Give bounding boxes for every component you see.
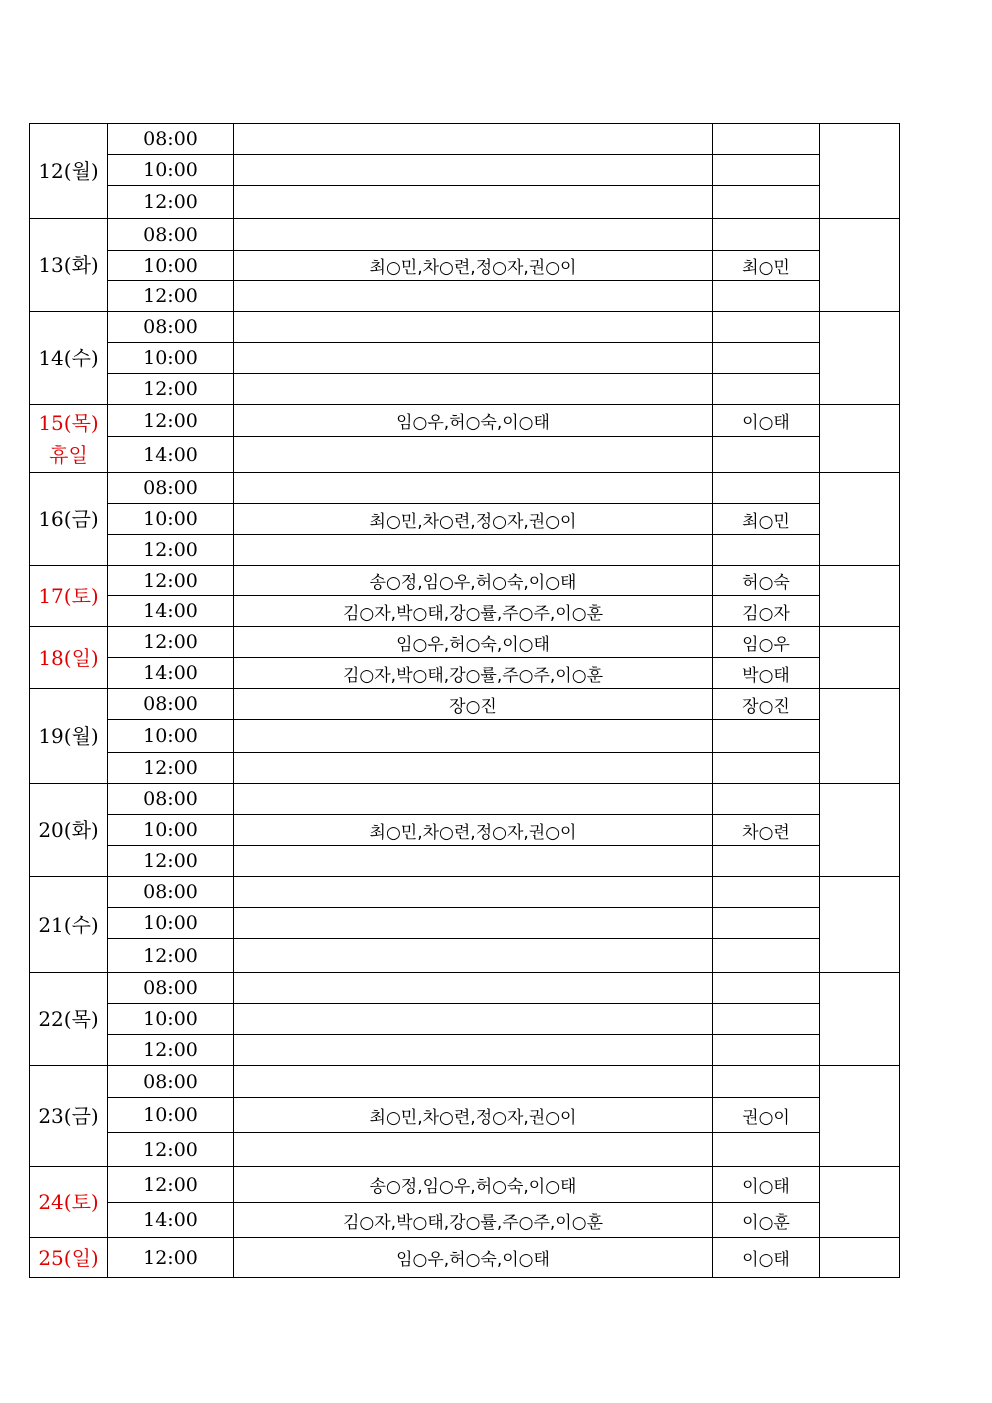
participants-cell: [234, 437, 713, 473]
time-cell: 10:00: [108, 504, 234, 535]
day-cell: [30, 973, 108, 1066]
leader-cell: [713, 312, 820, 343]
time-cell: 10:00: [108, 908, 234, 939]
participants-cell: [234, 124, 713, 155]
participants-cell: [234, 908, 713, 939]
leader-cell: [713, 973, 820, 1004]
leader-cell: 권○이: [713, 1098, 820, 1133]
leader-cell: [713, 155, 820, 186]
table-row: [30, 877, 900, 908]
time-cell: 14:00: [108, 437, 234, 473]
leader-cell: 차○련: [713, 815, 820, 846]
leader-cell: [713, 437, 820, 473]
participants-cell: 최○민,차○련,정○자,권○이: [234, 1098, 713, 1133]
table-row: [30, 1004, 900, 1035]
time-cell: 14:00: [108, 1203, 234, 1238]
table-row: [30, 343, 900, 374]
participants-cell: [234, 753, 713, 784]
table-row: [30, 473, 900, 504]
day-label: 12(월): [38, 159, 99, 183]
participants-cell: [234, 186, 713, 219]
participants-cell: [234, 219, 713, 251]
participants-cell: [234, 155, 713, 186]
time-cell: 12:00: [108, 753, 234, 784]
time-cell: 08:00: [108, 473, 234, 504]
leader-cell: [713, 1035, 820, 1066]
table-row: [30, 939, 900, 973]
table-row: [30, 374, 900, 405]
time-cell: 10:00: [108, 1004, 234, 1035]
time-cell: 08:00: [108, 1066, 234, 1098]
leader-cell: 임○우: [713, 627, 820, 658]
leader-cell: 최○민: [713, 504, 820, 535]
note-cell: [820, 627, 900, 689]
table-row: [30, 281, 900, 312]
day-cell: [30, 566, 108, 627]
participants-cell: 임○우,허○숙,이○태: [234, 1238, 713, 1278]
time-cell: 12:00: [108, 566, 234, 596]
note-cell: [820, 405, 900, 473]
time-cell: 10:00: [108, 1098, 234, 1133]
day-label: 24(토): [38, 1190, 99, 1214]
table-row: [30, 658, 900, 689]
leader-cell: [713, 877, 820, 908]
time-cell: 12:00: [108, 1167, 234, 1203]
day-label: 19(월): [38, 724, 99, 748]
participants-cell: 최○민,차○련,정○자,권○이: [234, 251, 713, 281]
participants-cell: [234, 374, 713, 405]
participants-cell: [234, 281, 713, 312]
leader-cell: [713, 784, 820, 815]
participants-cell: 김○자,박○태,강○률,주○주,이○훈: [234, 658, 713, 689]
table-row: [30, 535, 900, 566]
time-cell: 12:00: [108, 939, 234, 973]
leader-cell: [713, 939, 820, 973]
participants-cell: [234, 473, 713, 504]
time-cell: 08:00: [108, 877, 234, 908]
note-cell: [820, 566, 900, 627]
leader-cell: [713, 1066, 820, 1098]
leader-cell: [713, 846, 820, 877]
note-cell: [820, 473, 900, 566]
participants-cell: 최○민,차○련,정○자,권○이: [234, 504, 713, 535]
time-cell: 10:00: [108, 251, 234, 281]
leader-cell: [713, 720, 820, 753]
table-row: [30, 1098, 900, 1133]
day-label: 14(수): [38, 346, 99, 370]
day-cell: [30, 473, 108, 566]
schedule-table: [29, 123, 900, 1278]
leader-cell: [713, 343, 820, 374]
time-cell: 08:00: [108, 973, 234, 1004]
time-cell: 08:00: [108, 689, 234, 720]
day-label: 17(토): [38, 584, 99, 608]
leader-cell: 이○태: [713, 405, 820, 437]
day-cell: [30, 219, 108, 312]
table-row: [30, 689, 900, 720]
note-cell: [820, 312, 900, 405]
leader-cell: [713, 374, 820, 405]
participants-cell: 김○자,박○태,강○률,주○주,이○훈: [234, 596, 713, 627]
leader-cell: 최○민: [713, 251, 820, 281]
table-row: [30, 1238, 900, 1278]
table-row: [30, 1167, 900, 1203]
note-cell: [820, 124, 900, 219]
note-cell: [820, 689, 900, 784]
participants-cell: 송○정,임○우,허○숙,이○태: [234, 566, 713, 596]
participants-cell: [234, 973, 713, 1004]
time-cell: 10:00: [108, 343, 234, 374]
note-cell: [820, 784, 900, 877]
table-row: [30, 1133, 900, 1167]
leader-cell: 장○진: [713, 689, 820, 720]
day-label: 23(금): [38, 1104, 99, 1128]
day-cell: [30, 312, 108, 405]
note-cell: [820, 973, 900, 1066]
note-cell: [820, 1238, 900, 1278]
table-row: [30, 219, 900, 251]
participants-cell: 장○진: [234, 689, 713, 720]
day-cell: [30, 689, 108, 784]
participants-cell: [234, 720, 713, 753]
note-cell: [820, 219, 900, 312]
time-cell: 10:00: [108, 720, 234, 753]
table-row: [30, 312, 900, 343]
participants-cell: [234, 877, 713, 908]
table-row: [30, 566, 900, 596]
day-cell: [30, 405, 108, 473]
table-row: [30, 1203, 900, 1238]
leader-cell: 이○태: [713, 1167, 820, 1203]
leader-cell: 박○태: [713, 658, 820, 689]
day-label: 25(일): [38, 1245, 99, 1270]
leader-cell: [713, 124, 820, 155]
participants-cell: [234, 939, 713, 973]
participants-cell: 임○우,허○숙,이○태: [234, 405, 713, 437]
table-row: [30, 846, 900, 877]
participants-cell: [234, 1133, 713, 1167]
day-label: 18(일): [38, 645, 99, 670]
time-cell: 14:00: [108, 658, 234, 689]
day-note: 휴일: [49, 442, 88, 467]
time-cell: 10:00: [108, 815, 234, 846]
day-cell: [30, 1167, 108, 1238]
leader-cell: [713, 908, 820, 939]
day-cell: [30, 1238, 108, 1278]
day-label: 21(수): [38, 912, 99, 937]
day-cell: [30, 1066, 108, 1167]
time-cell: 08:00: [108, 312, 234, 343]
table-row: [30, 155, 900, 186]
day-cell: [30, 784, 108, 877]
time-cell: 12:00: [108, 535, 234, 566]
time-cell: 12:00: [108, 374, 234, 405]
day-label: 22(목): [38, 1007, 99, 1031]
leader-cell: [713, 753, 820, 784]
note-cell: [820, 877, 900, 973]
participants-cell: 김○자,박○태,강○률,주○주,이○훈: [234, 1203, 713, 1238]
day-label: 13(화): [38, 253, 99, 277]
table-row: [30, 720, 900, 753]
note-cell: [820, 1066, 900, 1167]
leader-cell: [713, 281, 820, 312]
participants-cell: 최○민,차○련,정○자,권○이: [234, 815, 713, 846]
time-cell: 08:00: [108, 219, 234, 251]
time-cell: 10:00: [108, 155, 234, 186]
table-row: [30, 908, 900, 939]
day-cell: [30, 124, 108, 219]
table-row: [30, 1066, 900, 1098]
table-row: [30, 784, 900, 815]
participants-cell: [234, 1035, 713, 1066]
table-row: [30, 753, 900, 784]
table-row: [30, 504, 900, 535]
leader-cell: [713, 535, 820, 566]
leader-cell: [713, 473, 820, 504]
participants-cell: [234, 1004, 713, 1035]
time-cell: 12:00: [108, 627, 234, 658]
participants-cell: [234, 343, 713, 374]
day-cell: [30, 627, 108, 689]
time-cell: 12:00: [108, 186, 234, 219]
participants-cell: [234, 535, 713, 566]
leader-cell: [713, 1133, 820, 1167]
leader-cell: 허○숙: [713, 566, 820, 596]
time-cell: 12:00: [108, 1238, 234, 1278]
time-cell: 12:00: [108, 1035, 234, 1066]
participants-cell: 임○우,허○숙,이○태: [234, 627, 713, 658]
leader-cell: 이○태: [713, 1238, 820, 1278]
leader-cell: 이○훈: [713, 1203, 820, 1238]
time-cell: 14:00: [108, 596, 234, 627]
table-row: [30, 186, 900, 219]
leader-cell: 김○자: [713, 596, 820, 627]
time-cell: 08:00: [108, 784, 234, 815]
time-cell: 08:00: [108, 124, 234, 155]
participants-cell: [234, 312, 713, 343]
leader-cell: [713, 1004, 820, 1035]
participants-cell: 송○정,임○우,허○숙,이○태: [234, 1167, 713, 1203]
time-cell: 12:00: [108, 1133, 234, 1167]
time-cell: 12:00: [108, 846, 234, 877]
table-row: [30, 437, 900, 473]
table-row: [30, 973, 900, 1004]
table-row: [30, 596, 900, 627]
time-cell: 12:00: [108, 405, 234, 437]
day-label: 20(화): [38, 818, 99, 842]
table-row: [30, 124, 900, 155]
table-row: [30, 251, 900, 281]
time-cell: 12:00: [108, 281, 234, 312]
day-label: 16(금): [38, 507, 99, 531]
leader-cell: [713, 219, 820, 251]
note-cell: [820, 1167, 900, 1238]
day-label: 15(목): [38, 410, 99, 435]
table-row: [30, 1035, 900, 1066]
leader-cell: [713, 186, 820, 219]
schedule-body: [30, 124, 900, 1278]
participants-cell: [234, 784, 713, 815]
participants-cell: [234, 846, 713, 877]
table-row: [30, 627, 900, 658]
table-row: [30, 815, 900, 846]
day-cell: [30, 877, 108, 973]
table-row: [30, 405, 900, 437]
participants-cell: [234, 1066, 713, 1098]
